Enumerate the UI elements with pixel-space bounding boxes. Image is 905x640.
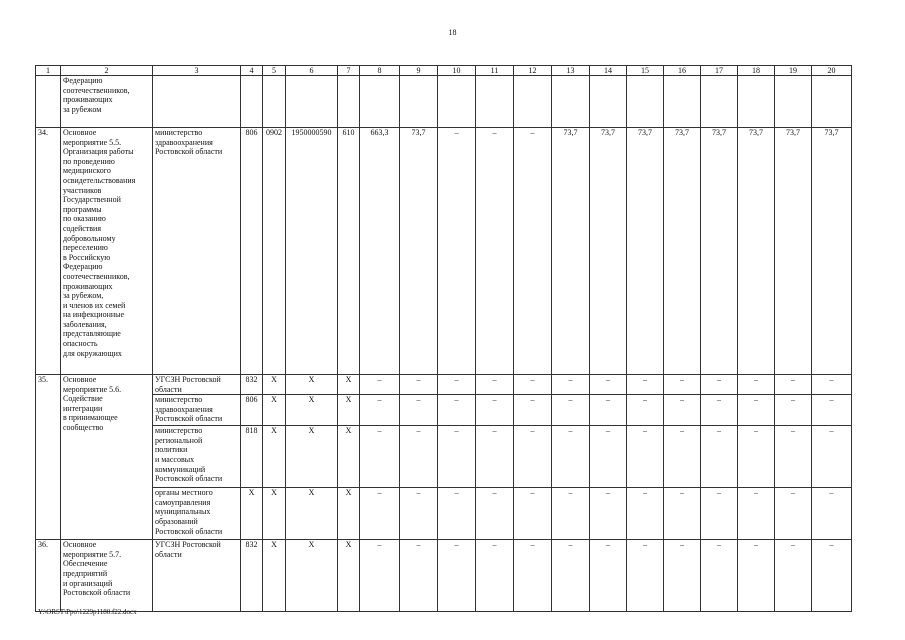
table-cell-col-14: 73,7 [590,128,627,375]
table-cell-col-5: X [263,395,286,426]
table-cell-col-18: 73,7 [738,128,775,375]
table-cell-col-3: органы местного самоуправления муниципальных образований Ростовской области [153,488,241,540]
column-header-10: 10 [438,66,476,76]
table-row [36,488,852,540]
table-cell-col-7 [338,76,360,128]
table-cell-col-11: – [476,540,514,612]
table-cell-col-13: – [552,426,590,488]
table-cell-col-13: – [552,395,590,426]
table-cell-col-17 [701,76,738,128]
table-cell-col-6 [286,76,338,128]
table-cell-col-8: – [360,488,400,540]
table-cell-col-8: 663,3 [360,128,400,375]
table-cell-col-12: – [514,375,552,395]
table-cell-col-7: X [338,426,360,488]
table-cell-col-5: X [263,375,286,395]
table-cell-col-19: – [775,375,812,395]
column-header-14: 14 [590,66,627,76]
table-cell-col-19: 73,7 [775,128,812,375]
table-cell-col-7: X [338,375,360,395]
table-cell-col-11: – [476,128,514,375]
table-cell-col-19: – [775,488,812,540]
table-cell-col-2: Основное мероприятие 5.5. Организация работы по проведению медицинского освидетельствования участников Государственной программы по оказанию содействия добровольному переселению в Российскую Федерацию соотечественников, проживающих за рубежом, и членов их семей на инфекционные заболевания, представляющие опасность для окружающих [61,128,153,375]
table-cell-col-13: – [552,488,590,540]
column-header-20: 20 [812,66,852,76]
table-cell-col-9: – [400,488,438,540]
table-cell-col-4 [241,76,263,128]
table-cell-col-6: X [286,488,338,540]
page-number: 18 [448,28,457,37]
column-header-15: 15 [627,66,664,76]
table-cell-col-7: X [338,488,360,540]
table-cell-col-16: 73,7 [664,128,701,375]
table-cell-col-17: – [701,426,738,488]
table-cell-col-18 [738,76,775,128]
table-cell-col-18: – [738,540,775,612]
table-cell-col-4: X [241,488,263,540]
table-cell-col-18: – [738,488,775,540]
table-cell-col-3 [153,76,241,128]
column-header-5: 5 [263,66,286,76]
column-header-4: 4 [241,66,263,76]
table-cell-col-16: – [664,426,701,488]
table-cell-col-1: 34. [36,128,61,375]
table-cell-col-9: – [400,375,438,395]
table-cell-col-13: – [552,375,590,395]
table-cell-col-6: 1950000590 [286,128,338,375]
table-cell-col-11: – [476,375,514,395]
table-cell-col-14 [590,76,627,128]
table-cell-col-19: – [775,540,812,612]
column-header-19: 19 [775,66,812,76]
table-cell-col-12 [514,76,552,128]
table-cell-col-4: 806 [241,395,263,426]
table-cell-col-1: 35. [36,375,61,540]
table-row [36,76,852,128]
table-cell-col-7: X [338,540,360,612]
table-cell-col-12: – [514,540,552,612]
table-cell-col-16: – [664,540,701,612]
column-header-8: 8 [360,66,400,76]
table-row [36,375,852,395]
table-cell-col-15: – [627,395,664,426]
table-cell-col-17: – [701,395,738,426]
table-cell-col-12: – [514,128,552,375]
table-cell-col-17: – [701,540,738,612]
table-cell-col-14: – [590,375,627,395]
table-cell-col-9: 73,7 [400,128,438,375]
table-cell-col-17: – [701,375,738,395]
table-cell-col-6: X [286,395,338,426]
table-cell-col-4: 832 [241,540,263,612]
table-cell-col-9: – [400,426,438,488]
column-header-3: 3 [153,66,241,76]
table-cell-col-14: – [590,395,627,426]
table-cell-col-19: – [775,426,812,488]
table-cell-col-13: 73,7 [552,128,590,375]
table-cell-col-17: 73,7 [701,128,738,375]
table-cell-col-17: – [701,488,738,540]
table-cell-col-13 [552,76,590,128]
table-cell-col-12: – [514,395,552,426]
column-header-13: 13 [552,66,590,76]
table-cell-col-15: – [627,426,664,488]
table-cell-col-14: – [590,488,627,540]
table-cell-col-12: – [514,426,552,488]
table-cell-col-3: министерство здравоохранения Ростовской области [153,395,241,426]
column-header-7: 7 [338,66,360,76]
table-cell-col-15: – [627,375,664,395]
table-cell-col-19 [775,76,812,128]
table-cell-col-5 [263,76,286,128]
table-cell-col-15: – [627,488,664,540]
table-cell-col-13: – [552,540,590,612]
table-cell-col-6: X [286,375,338,395]
table-cell-col-16: – [664,375,701,395]
table-cell-col-18: – [738,426,775,488]
table-cell-col-9: – [400,395,438,426]
table-cell-col-20: 73,7 [812,128,852,375]
table-row [36,426,852,488]
table-cell-col-5: 0902 [263,128,286,375]
column-header-12: 12 [514,66,552,76]
table-cell-col-18: – [738,395,775,426]
table-cell-col-14: – [590,540,627,612]
table-cell-col-20: – [812,395,852,426]
table-cell-col-15: – [627,540,664,612]
table-cell-col-7: 610 [338,128,360,375]
table-cell-col-20: – [812,488,852,540]
table-cell-col-10: – [438,395,476,426]
table-cell-col-5: X [263,488,286,540]
table-cell-col-11: – [476,395,514,426]
table-cell-col-12: – [514,488,552,540]
table-cell-col-2: Основное мероприятие 5.6. Содействие интеграции в принимающее сообщество [61,375,153,540]
table-cell-col-10: – [438,128,476,375]
table-cell-col-15 [627,76,664,128]
column-header-6: 6 [286,66,338,76]
column-header-9: 9 [400,66,438,76]
column-header-11: 11 [476,66,514,76]
table-row [36,395,852,426]
column-header-16: 16 [664,66,701,76]
file-path-footer: Y:\ORST\Ppo\1229p1180.f22.docx [38,608,137,616]
table-cell-col-8: – [360,426,400,488]
table-header-row [36,66,852,76]
table-cell-col-16: – [664,395,701,426]
table-cell-col-8: – [360,540,400,612]
table-cell-col-10: – [438,488,476,540]
column-header-17: 17 [701,66,738,76]
table-cell-col-3: министерство здравоохранения Ростовской области [153,128,241,375]
table-cell-col-18: – [738,375,775,395]
table-cell-col-11 [476,76,514,128]
table-cell-col-5: X [263,540,286,612]
table-cell-col-16 [664,76,701,128]
budget-table [35,65,852,612]
table-cell-col-20 [812,76,852,128]
table-cell-col-1 [36,76,61,128]
table-cell-col-20: – [812,375,852,395]
column-header-1: 1 [36,66,61,76]
table-cell-col-1: 36. [36,540,61,612]
table-cell-col-16: – [664,488,701,540]
table-cell-col-5: X [263,426,286,488]
table-cell-col-11: – [476,426,514,488]
table-row [36,128,852,375]
table-cell-col-6: X [286,540,338,612]
table-row [36,540,852,612]
table-cell-col-19: – [775,395,812,426]
table-cell-col-8: – [360,375,400,395]
table-cell-col-8: – [360,395,400,426]
table-cell-col-10 [438,76,476,128]
table-cell-col-4: 806 [241,128,263,375]
column-header-2: 2 [61,66,153,76]
table-cell-col-2: Федерацию соотечественников, проживающих за рубежом [61,76,153,128]
table-cell-col-8 [360,76,400,128]
table-cell-col-20: – [812,540,852,612]
table-cell-col-10: – [438,426,476,488]
table-cell-col-15: 73,7 [627,128,664,375]
table-cell-col-6: X [286,426,338,488]
table-cell-col-10: – [438,375,476,395]
table-cell-col-3: УГСЗН Ростовской области [153,540,241,612]
column-header-18: 18 [738,66,775,76]
table-cell-col-10: – [438,540,476,612]
table-cell-col-4: 818 [241,426,263,488]
table-cell-col-9: – [400,540,438,612]
table-cell-col-3: министерство региональной политики и массовых коммуникаций Ростовской области [153,426,241,488]
table-cell-col-7: X [338,395,360,426]
table-cell-col-9 [400,76,438,128]
table-cell-col-11: – [476,488,514,540]
table-cell-col-3: УГСЗН Ростовской области [153,375,241,395]
table-cell-col-14: – [590,426,627,488]
table-cell-col-4: 832 [241,375,263,395]
table-cell-col-2: Основное мероприятие 5.7. Обеспечение предприятий и организаций Ростовской области [61,540,153,612]
table-cell-col-20: – [812,426,852,488]
